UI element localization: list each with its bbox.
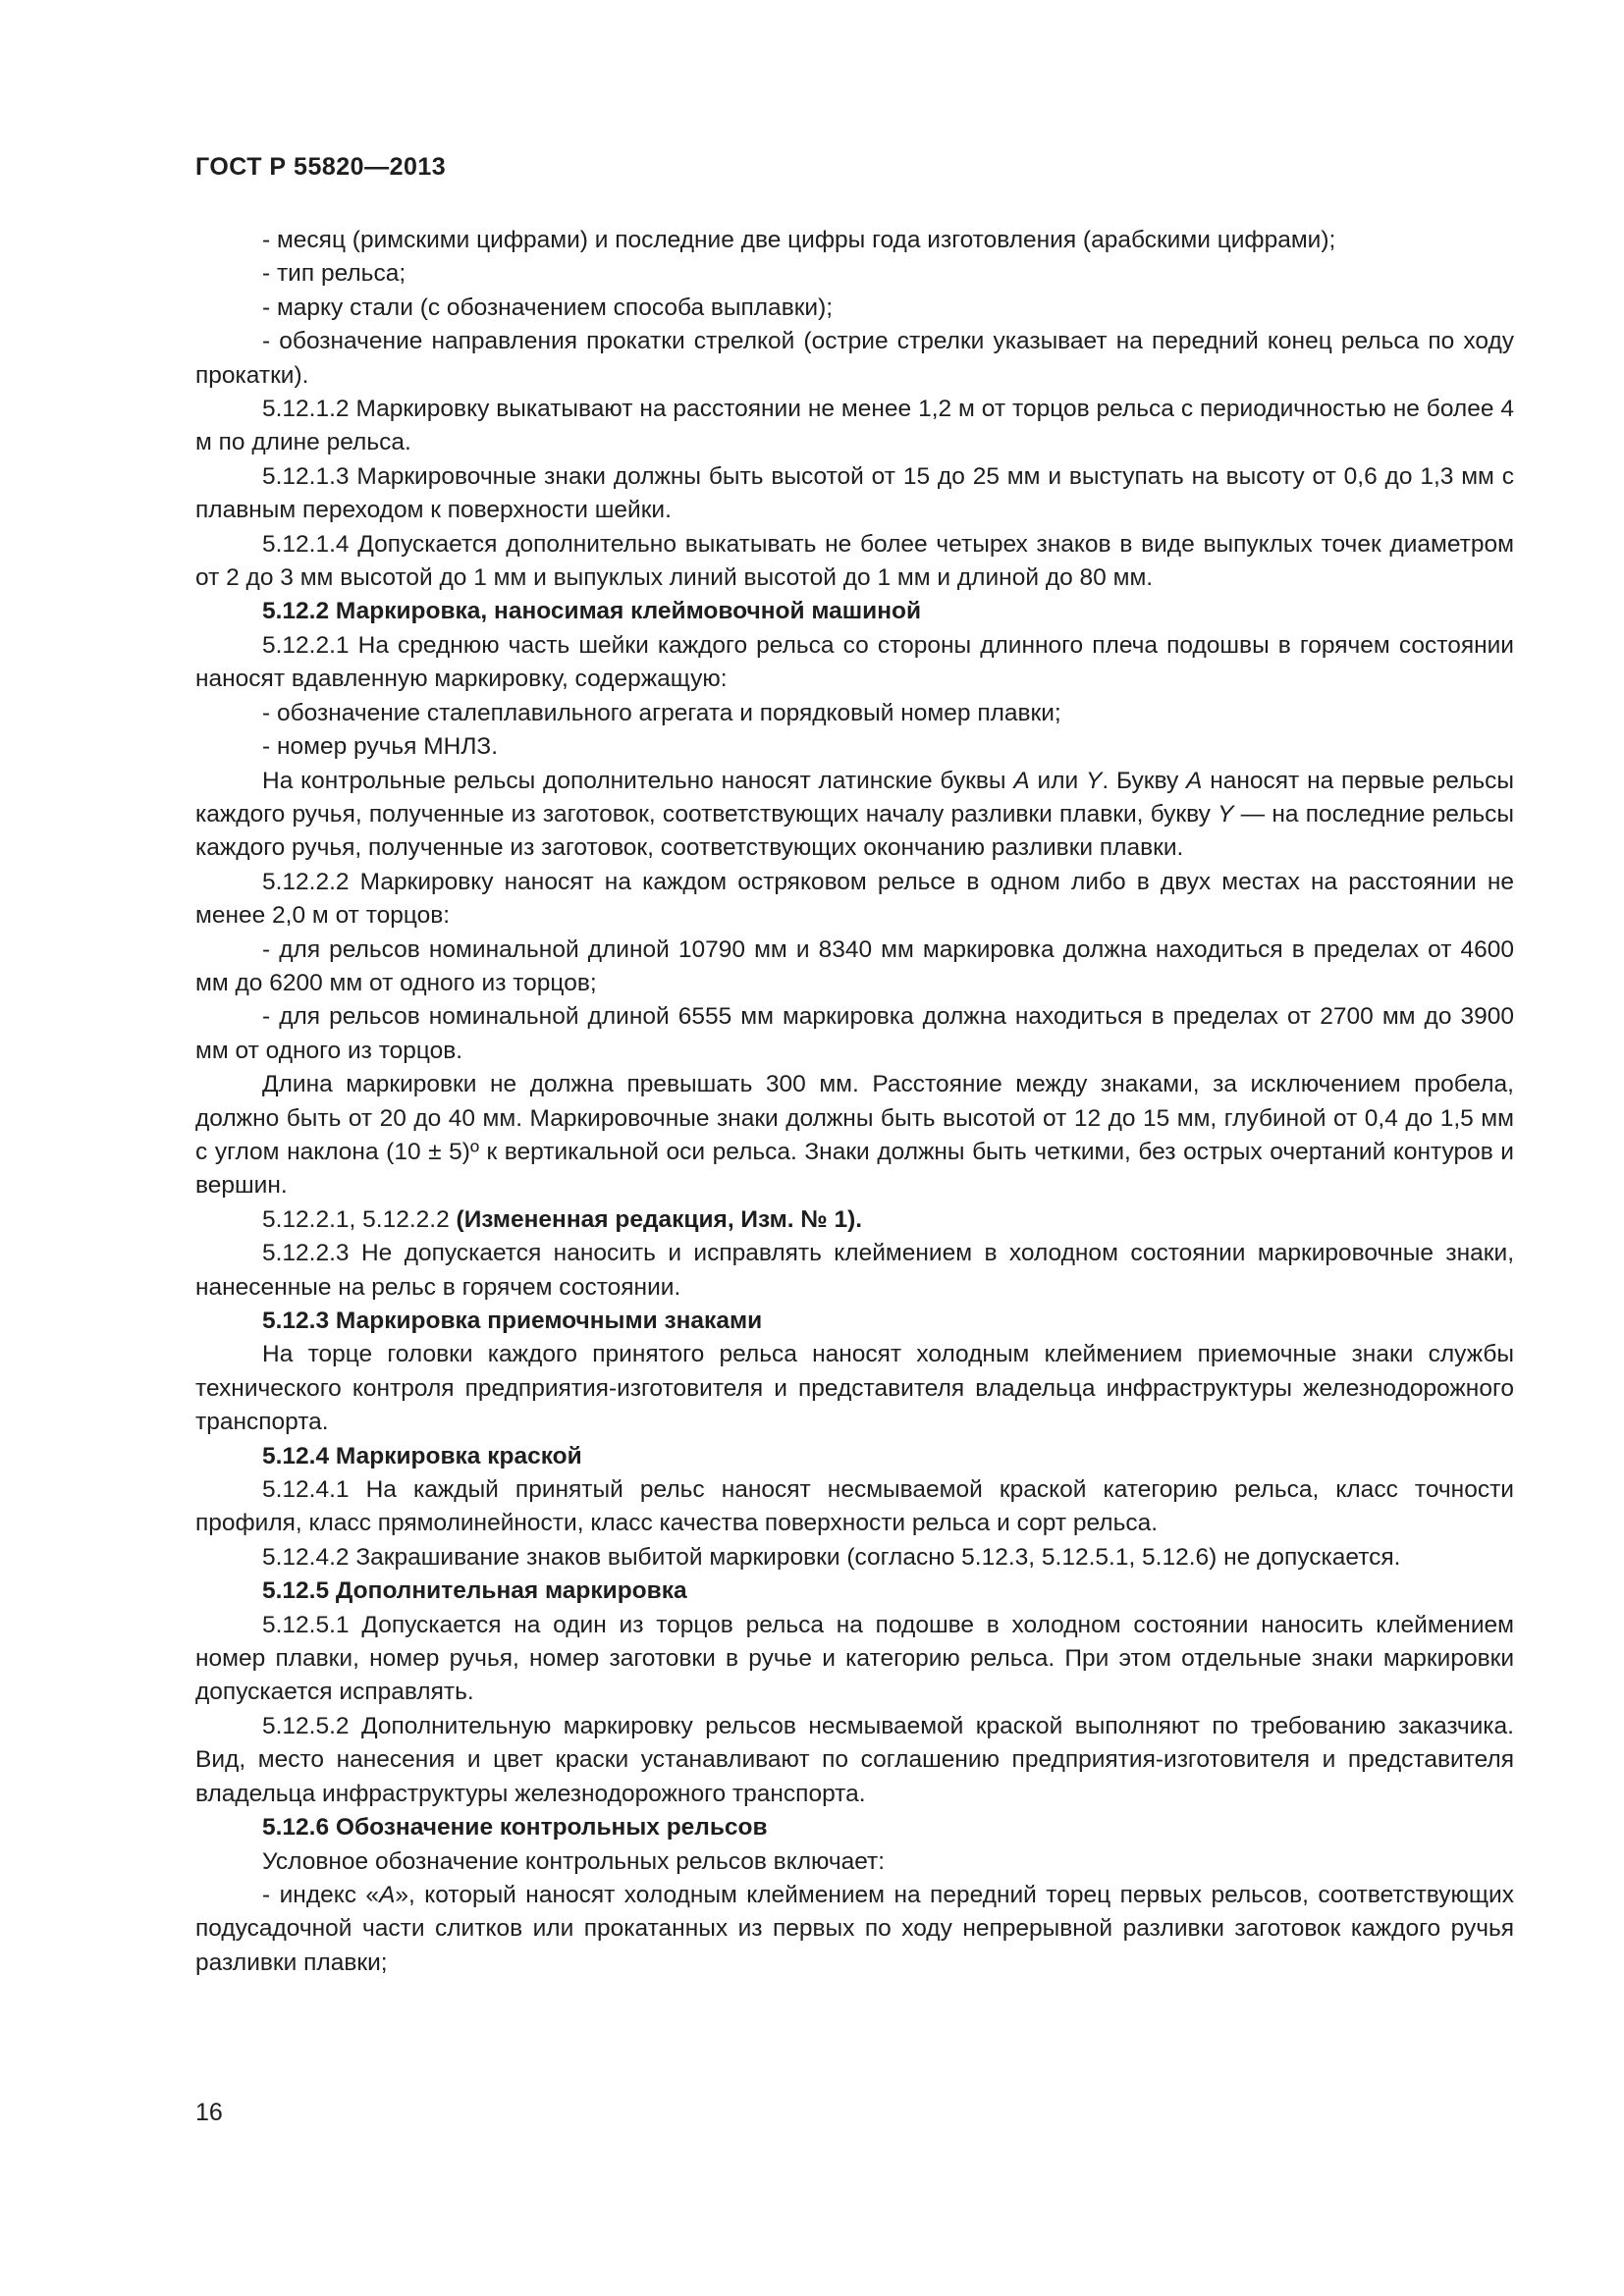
text-run: - индекс «	[262, 1881, 380, 1908]
text-run: 5.12.2.1, 5.12.2.2	[262, 1205, 457, 1233]
paragraph-5-12-1-4: 5.12.1.4 Допускается дополнительно выкатывать не более четырех знаков в виде выпуклых точек диаметром от 2 до 3 мм высотой до 1 мм и выпуклых линий высотой до 1 мм и длиной до 80 мм.	[195, 530, 1514, 592]
paragraph-5-12-2-1: 5.12.2.1 На среднюю часть шейки каждого рельса со стороны длинного плеча подошвы в горячем состоянии наносят вдавленную маркировку, содержащую:	[195, 631, 1514, 693]
paragraph-marking-length: Длина маркировки не должна превышать 300 мм. Расстояние между знаками, за исключением пробела, должно быть от 20 до 40 мм. Маркировочные знаки должны быть высотой от 12 до 15 мм, глубиной от 0,4 до 1,5 мм с углом наклона (10 ± 5)º к вертикальной оси рельса. Знаки должны быть четкими, без острых очертаний контуров и вершин.	[195, 1071, 1514, 1200]
amendment-note: (Измененная редакция, Изм. № 1).	[456, 1205, 863, 1233]
letter-y: Y	[1086, 767, 1103, 794]
section-heading-5-12-2: 5.12.2 Маркировка, наносимая клеймовочной машиной	[262, 598, 922, 625]
letter-a: А	[379, 1881, 396, 1908]
list-item-furnace: - обозначение сталеплавильного агрегата и порядковый номер плавки;	[262, 699, 1061, 726]
text-run: — на последние рельсы каждого ручья, полученные из заготовок, соответствующих окончанию разливки плавки.	[195, 800, 1515, 862]
text-run: наносят на первые рельсы каждого ручья, полученные из заготовок, соответствующих началу разливки плавки, букву	[195, 767, 1514, 828]
paragraph-5-12-5-1: 5.12.5.1 Допускается на один из торцов рельса на подошве в холодном состоянии наносить клеймением номер плавки, номер ручья, номер заготовки в ручье и категорию рельса. При этом отдельные знаки маркировки допускается исправлять.	[195, 1611, 1514, 1706]
letter-a: А	[1186, 767, 1203, 794]
list-item-rail-type: - тип рельса;	[262, 260, 406, 288]
list-item-rolling-direction: - обозначение направления прокатки стрелкой (острие стрелки указывает на передний конец рельса по ходу прокатки).	[195, 328, 1514, 389]
list-item-strand: - номер ручья МНЛЗ.	[262, 733, 499, 761]
paragraph-5-12-5-2: 5.12.5.2 Дополнительную маркировку рельсов несмываемой краской выполняют по требованию заказчика. Вид, место нанесения и цвет краски устанавливают по соглашению предприятия-изготовителя и представителя владельца инфраструктуры железнодорожного транспорта.	[195, 1712, 1514, 1807]
text-run: », который наносят холодным клеймением на передний торец первых рельсов, соответствующих подусадочной части слитков или прокатанных из первых по ходу непрерывной разливки заготовок каждого ручья разливки плавки;	[195, 1881, 1514, 1976]
paragraph-amendment	[195, 1203, 1514, 1237]
paragraph-acceptance-marks: На торце головки каждого принятого рельса наносят холодным клеймением приемочные знаки службы технического контроля предприятия-изготовителя и представителя владельца инфраструктуры железнодорожного транспорта.	[195, 1341, 1514, 1436]
list-item-month: - месяц (римскими цифрами) и последние две цифры года изготовления (арабскими цифрами);	[262, 227, 1336, 253]
paragraph-5-12-2-3: 5.12.2.3 Не допускается наносить и исправлять клеймением в холодном состоянии маркировочные знаки, нанесенные на рельс в горячем состоянии.	[195, 1240, 1514, 1301]
text-run: или	[1029, 767, 1086, 794]
paragraph-5-12-2-2: 5.12.2.2 Маркировку наносят на каждом остряковом рельсе в одном либо в двух местах на расстоянии не менее 2,0 м от торцов:	[195, 868, 1514, 930]
list-item-length-10790: - для рельсов номинальной длиной 10790 мм и 8340 мм маркировка должна находиться в пределах от 4600 мм до 6200 мм от одного из торцов;	[195, 935, 1514, 996]
list-item-index-a	[195, 1879, 1514, 1980]
letter-a: А	[1013, 767, 1030, 794]
section-heading-5-12-5: 5.12.5 Дополнительная маркировка	[262, 1577, 687, 1605]
section-heading-5-12-3: 5.12.3 Маркировка приемочными знаками	[262, 1308, 763, 1334]
page-number: 16	[195, 2099, 223, 2126]
section-heading-5-12-6: 5.12.6 Обозначение контрольных рельсов	[262, 1814, 768, 1842]
text-run: . Букву	[1102, 767, 1187, 794]
paragraph-5-12-4-1: 5.12.4.1 На каждый принятый рельс наносят несмываемой краской категорию рельса, класс точности профиля, класс прямолинейности, класс качества поверхности рельса и сорт рельса.	[195, 1476, 1514, 1537]
paragraph-5-12-1-2: 5.12.1.2 Маркировку выкатывают на расстоянии не менее 1,2 м от торцов рельса с периодичностью не более 4 м по длине рельса.	[195, 396, 1514, 456]
letter-y: Y	[1218, 800, 1234, 828]
section-heading-5-12-4: 5.12.4 Маркировка краской	[262, 1442, 582, 1469]
paragraph-control-rails-designation: Условное обозначение контрольных рельсов включает:	[262, 1847, 886, 1875]
paragraph-control-rails-letters	[195, 765, 1514, 866]
paragraph-5-12-4-2: 5.12.4.2 Закрашивание знаков выбитой маркировки (согласно 5.12.3, 5.12.5.1, 5.12.6) не допускается.	[262, 1543, 1401, 1571]
list-item-length-6555: - для рельсов номинальной длиной 6555 мм маркировка должна находиться в пределах от 2700 мм до 3900 мм от одного из торцов.	[195, 1003, 1514, 1064]
page-content	[195, 224, 1514, 1980]
document-header: ГОСТ Р 55820—2013	[195, 153, 447, 181]
text-run: На контрольные рельсы дополнительно наносят латинские буквы	[262, 767, 1014, 794]
paragraph-5-12-1-3: 5.12.1.3 Маркировочные знаки должны быть высотой от 15 до 25 мм и выступать на высоту от 0,6 до 1,3 мм с плавным переходом к поверхности шейки.	[195, 462, 1514, 524]
list-item-steel-grade: - марку стали (с обозначением способа выплавки);	[262, 294, 834, 321]
